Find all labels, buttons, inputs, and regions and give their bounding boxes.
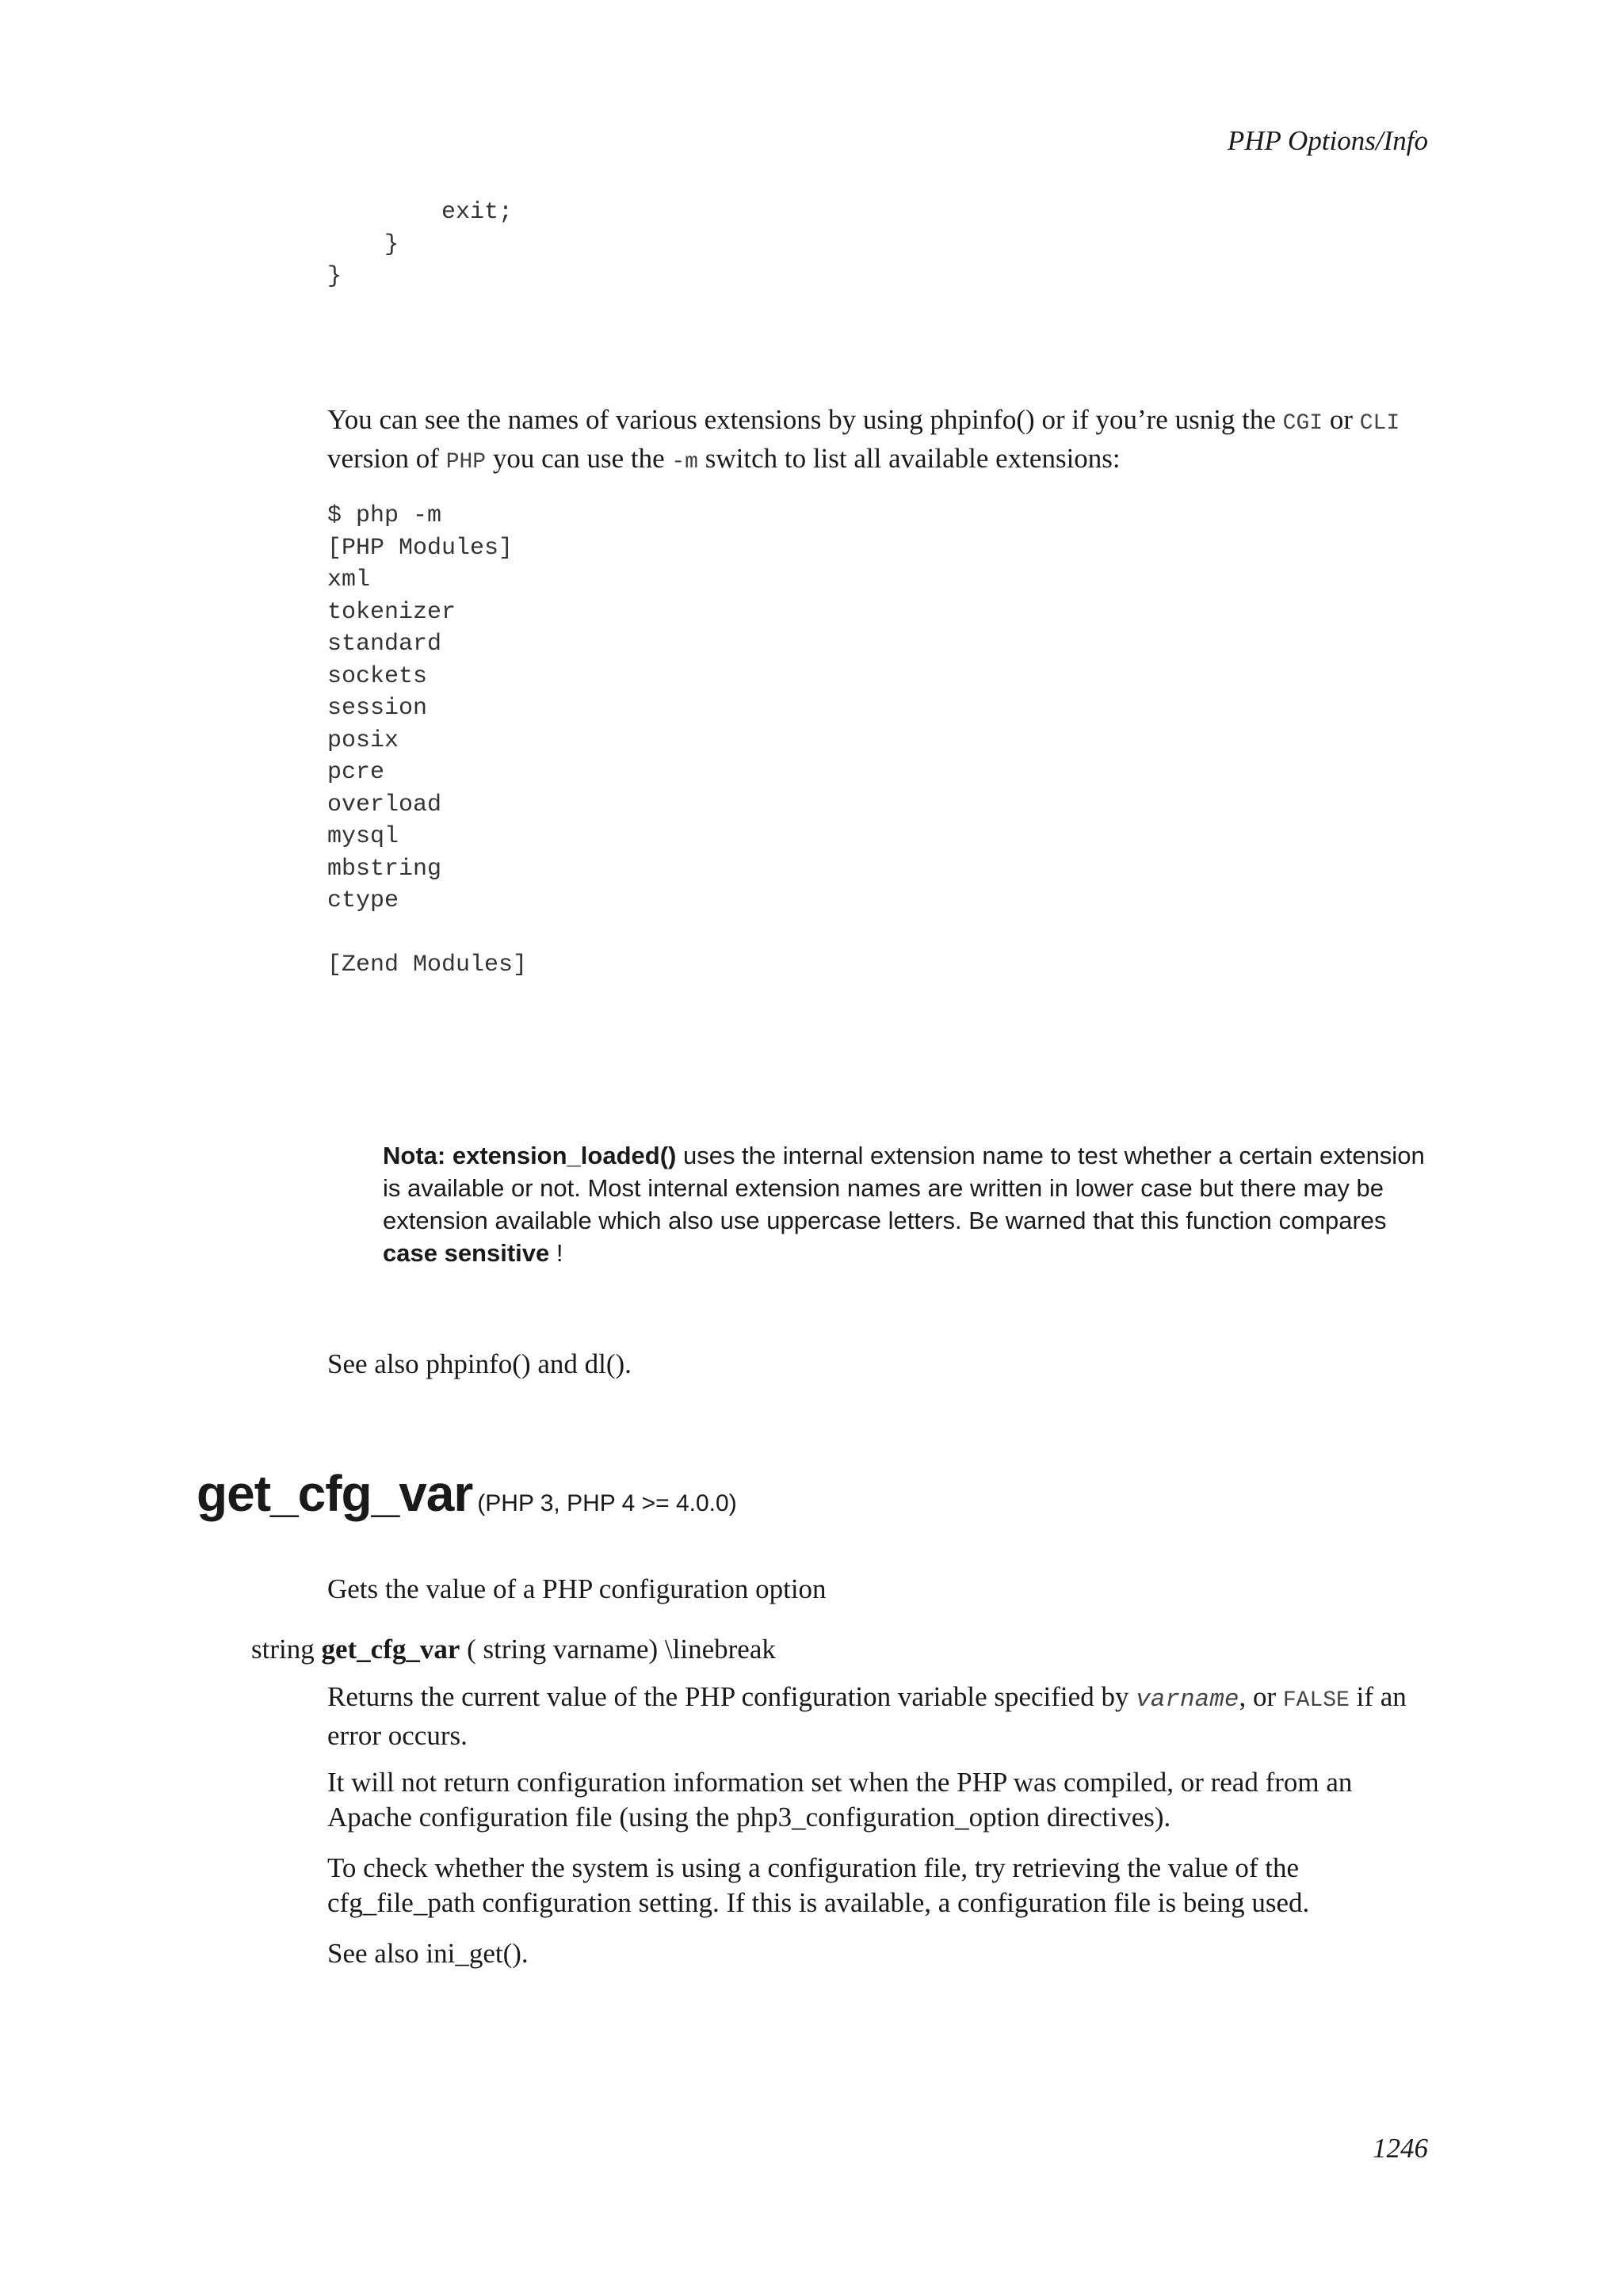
paragraph-text: , or	[1239, 1681, 1283, 1712]
paragraph-text: version of	[327, 443, 446, 474]
paragraph-check-config: To check whether the system is using a configuration file, try retrieving the value of the cfg_file_path configuration setting. If this is available, a configuration file is being used.	[327, 1852, 1310, 1918]
page-number: 1246	[1373, 2133, 1428, 2164]
paragraph-text: if an error occurs.	[327, 1681, 1407, 1751]
synopsis-args: ( string varname) \linebreak	[460, 1634, 776, 1665]
paragraph-text: or	[1323, 404, 1360, 435]
synopsis-return-type: string	[251, 1634, 322, 1665]
inline-code-m-switch: -m	[671, 450, 698, 475]
function-synopsis	[251, 1632, 776, 1667]
paragraph-returns	[327, 1680, 1430, 1753]
function-heading	[197, 1464, 737, 1523]
parameter-varname: varname	[1136, 1686, 1239, 1714]
code-block-exit: exit; } }	[327, 199, 514, 290]
see-also-ini-get: See also ini_get().	[327, 1938, 529, 1969]
paragraph-compile-info: It will not return configuration information set when the PHP was compiled, or read from an Apache configuration file (using the php3_configuration_option directives).	[327, 1767, 1353, 1833]
paragraph-text: Returns the current value of the PHP configuration variable specified by	[327, 1681, 1136, 1712]
note-emphasis: case sensitive	[383, 1239, 550, 1267]
paragraph-text: switch to list all available extensions:	[697, 443, 1121, 474]
function-name: get_cfg_var	[197, 1465, 473, 1522]
function-purpose: Gets the value of a PHP configuration option	[327, 1573, 827, 1604]
function-version: (PHP 3, PHP 4 >= 4.0.0)	[477, 1490, 737, 1516]
paragraph-text: You can see the names of various extensions by using phpinfo() or if you’re usnig the	[327, 404, 1283, 435]
inline-code-false: FALSE	[1282, 1688, 1350, 1713]
code-block-php-modules: $ php -m [PHP Modules] xml tokenizer standard sockets session posix pcre overload mysql mbstring ctype [Zend Modules]	[327, 502, 528, 978]
synopsis-function-name: get_cfg_var	[321, 1634, 460, 1665]
note-function: extension_loaded()	[452, 1142, 677, 1169]
inline-code-cgi: CGI	[1282, 411, 1323, 436]
inline-code-cli: CLI	[1359, 411, 1400, 436]
running-header: PHP Options/Info	[1227, 125, 1428, 156]
note-box	[383, 1139, 1445, 1269]
paragraph-text: you can use the	[486, 443, 672, 474]
note-end: !	[549, 1239, 563, 1267]
inline-code-php: PHP	[445, 450, 487, 475]
note-label: Nota:	[383, 1142, 446, 1169]
paragraph-extensions	[327, 402, 1430, 480]
note-text: uses the internal extension name to test whether a certain extension is available or not. Most internal extension names are written in lower case but there may be extension available which also use uppercase letters. Be warned that this function compares	[383, 1142, 1425, 1234]
see-also-phpinfo: See also phpinfo() and dl().	[327, 1348, 632, 1379]
